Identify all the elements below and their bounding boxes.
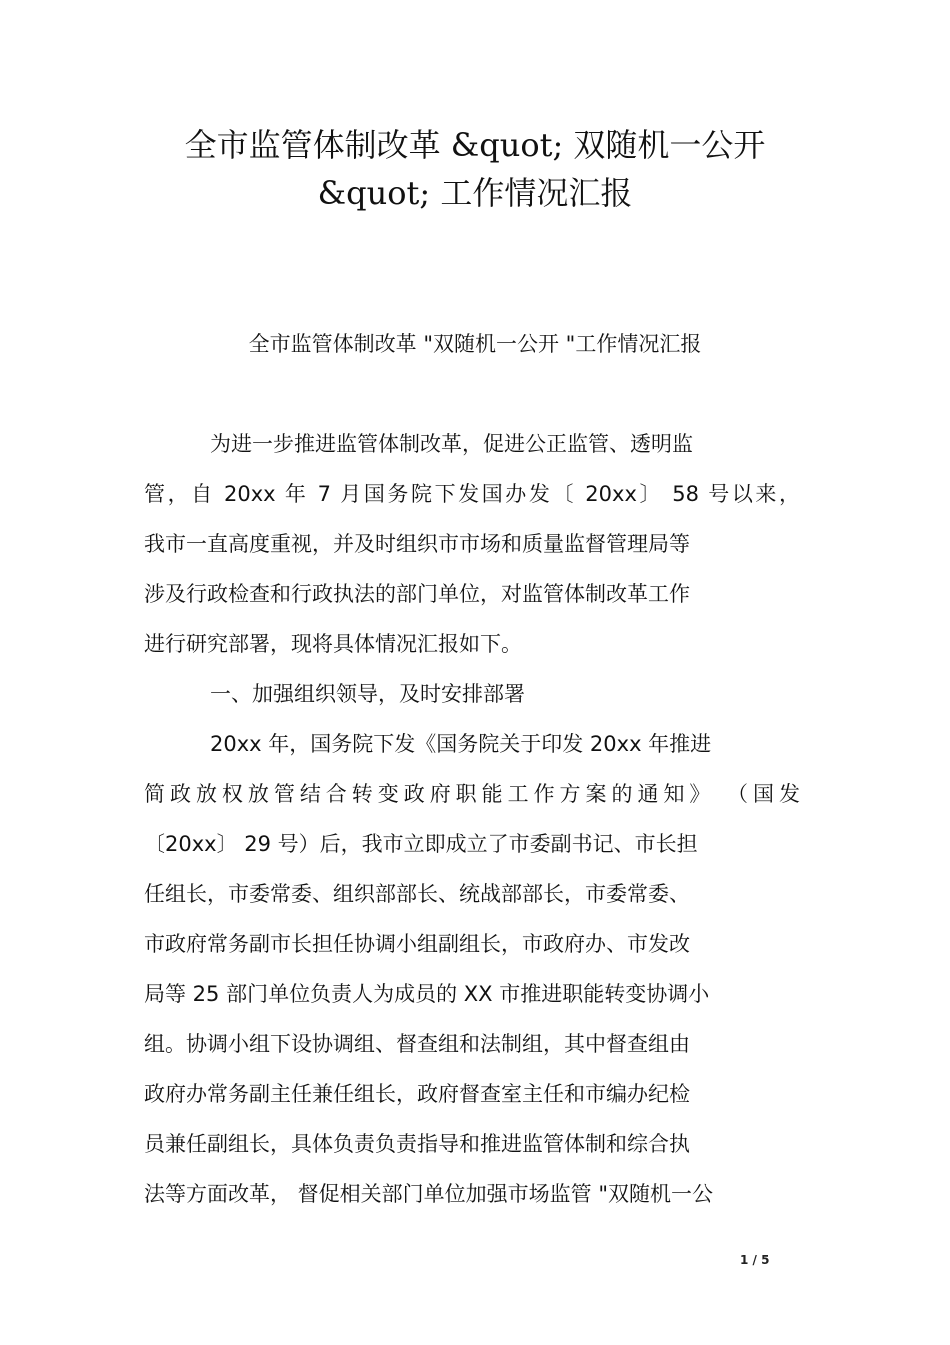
paragraph-line: 简政放权放管结合转变政府职能工作方案的通知》 （国发 [144, 782, 800, 806]
document-subtitle: 全市监管体制改革 "双随机一公开 "工作情况汇报 [248, 332, 702, 356]
paragraph-line: 法等方面改革， 督促相关部门单位加强市场监管 "双随机一公 [144, 1182, 714, 1206]
paragraph-line: 进行研究部署，现将具体情况汇报如下。 [144, 632, 522, 656]
document-title-line-2: &quot; 工作情况汇报 [317, 174, 633, 212]
paragraph-line: 20xx 年，国务院下发《国务院关于印发 20xx 年推进 [210, 732, 712, 756]
paragraph-line: 员兼任副组长，具体负责负责指导和推进监管体制和综合执 [144, 1132, 690, 1156]
paragraph-line: 为进一步推进监管体制改革，促进公正监管、透明监 [210, 432, 693, 456]
paragraph-line: 局等 25 部门单位负责人为成员的 XX 市推进职能转变协调小 [144, 982, 710, 1006]
paragraph-line: 组。协调小组下设协调组、督查组和法制组，其中督查组由 [144, 1032, 690, 1056]
paragraph-line: 政府办常务副主任兼任组长，政府督查室主任和市编办纪检 [144, 1082, 690, 1106]
paragraph-line: 我市一直高度重视，并及时组织市市场和质量监督管理局等 [144, 532, 690, 556]
section-heading: 一、加强组织领导，及时安排部署 [210, 682, 525, 706]
document-title-line-1: 全市监管体制改革 &quot; 双随机一公开 [184, 126, 766, 164]
paragraph-line: 市政府常务副市长担任协调小组副组长，市政府办、市发改 [144, 932, 690, 956]
paragraph-line: 〔20xx〕 29 号）后，我市立即成立了市委副书记、市长担 [144, 832, 698, 856]
page-number: 1 / 5 [740, 1253, 770, 1267]
paragraph-line: 任组长，市委常委、组织部部长、统战部部长，市委常委、 [144, 882, 690, 906]
paragraph-line: 涉及行政检查和行政执法的部门单位，对监管体制改革工作 [144, 582, 690, 606]
paragraph-line: 管，自 20xx 年 7 月国务院下发国办发〔 20xx〕 58 号以来， [144, 482, 800, 506]
